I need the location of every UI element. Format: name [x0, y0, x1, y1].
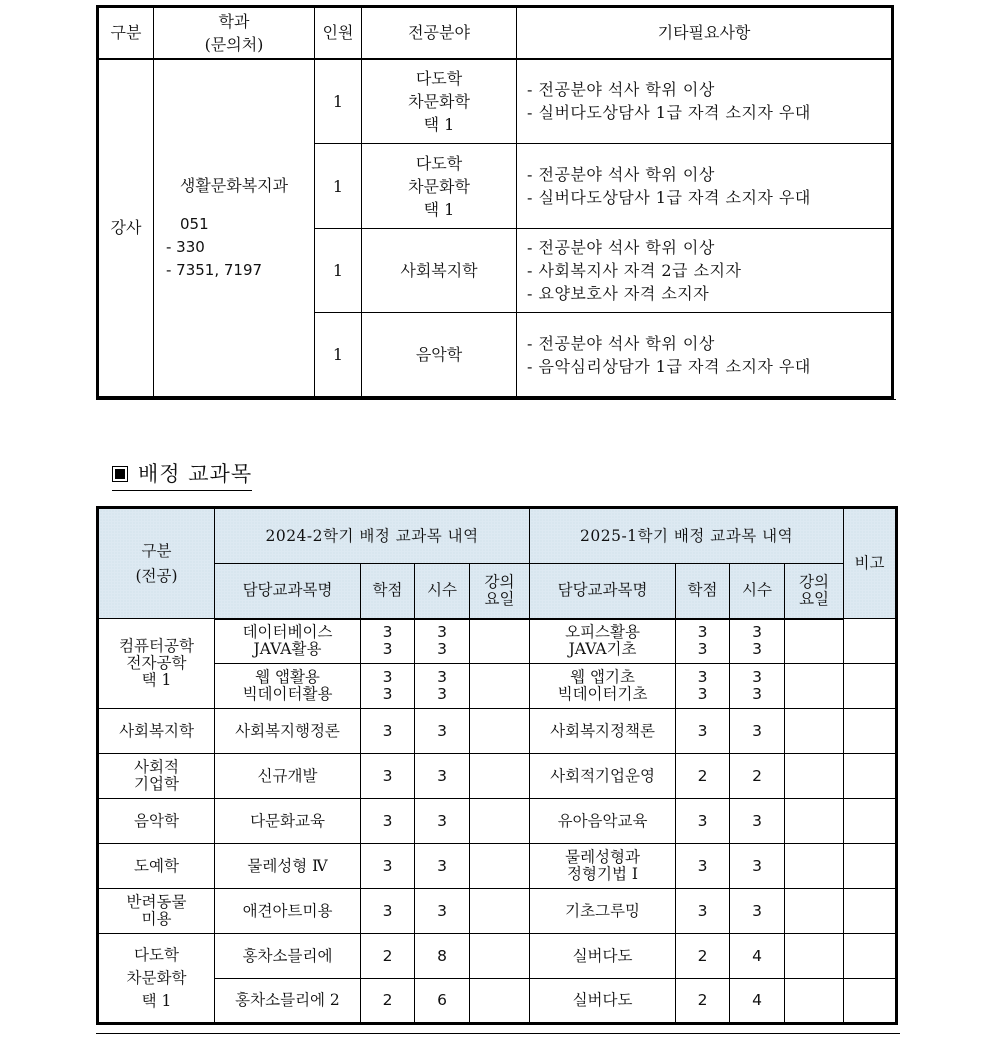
major-cell — [98, 619, 215, 709]
course-name-2024 — [215, 619, 361, 664]
field-line: 음악학 — [415, 345, 463, 364]
credit-2024 — [361, 844, 415, 889]
day-2025 — [785, 754, 844, 799]
credit-value: 3 — [697, 640, 708, 659]
recruitment-table — [96, 5, 894, 399]
course-name-2025 — [530, 979, 676, 1024]
major-line: 도예학 — [134, 856, 179, 875]
course-table — [96, 506, 898, 1025]
course-name-line: 홍차소믈리에 — [242, 946, 333, 965]
day-2024 — [470, 619, 530, 664]
course-row — [98, 979, 897, 1024]
header-major-line: 구분 — [141, 541, 172, 560]
credit-value: 3 — [382, 766, 393, 785]
day-2025 — [785, 889, 844, 934]
note-line: - 사회복지사 자격 2급 소지자 — [527, 261, 742, 280]
credit-2025 — [676, 709, 730, 754]
course-name-line: 유아음악교육 — [557, 811, 648, 830]
header-course-name-1: 담당교과목명 — [215, 564, 361, 619]
hours-value: 6 — [437, 991, 447, 1009]
credit-2024 — [361, 979, 415, 1024]
major-line: 음악학 — [134, 811, 179, 830]
hours-2025 — [730, 934, 785, 979]
hours-value: 3 — [437, 856, 447, 875]
day-2024 — [470, 709, 530, 754]
recruitment-row — [98, 59, 893, 144]
day-2024 — [470, 934, 530, 979]
remark-cell — [844, 979, 897, 1024]
notes-cell — [517, 59, 893, 144]
hours-value: 3 — [437, 668, 447, 686]
hours-value: 4 — [752, 991, 762, 1009]
header-day-line: 요일 — [484, 589, 515, 608]
day-2024 — [470, 664, 530, 709]
credit-value: 3 — [382, 668, 393, 686]
day-2025 — [785, 979, 844, 1024]
course-row — [98, 664, 897, 709]
header-department: 학과 (문의처) — [154, 7, 315, 59]
count-cell: 1 — [315, 229, 362, 313]
header-day-1 — [470, 564, 530, 619]
course-name-2024 — [215, 844, 361, 889]
field-cell — [362, 313, 517, 398]
department-name: 생활문화복지과 — [179, 175, 289, 195]
credit-2024 — [361, 664, 415, 709]
header-day-2 — [785, 564, 844, 619]
hours-value: 3 — [437, 640, 447, 659]
hours-value: 8 — [437, 946, 447, 965]
major-line: 사회적 — [134, 758, 179, 776]
table-double-rule — [96, 1033, 900, 1034]
contact-line: - 330 — [166, 237, 205, 256]
field-line: 택 1 — [423, 114, 455, 134]
course-name-line: 빅데이터활용 — [242, 685, 333, 703]
section-heading — [112, 460, 252, 491]
header-category: 구분 — [98, 7, 154, 59]
credit-2024 — [361, 709, 415, 754]
header-day-line: 강의 — [484, 572, 515, 591]
header-remark: 비고 — [844, 508, 897, 619]
course-name-2025 — [530, 934, 676, 979]
hours-2025 — [730, 844, 785, 889]
note-line: - 실버다도상담사 1급 자격 소지자 우대 — [527, 103, 811, 123]
major-cell — [98, 844, 215, 889]
course-name-line: 물레성형 Ⅳ — [247, 856, 328, 875]
course-header-row-2 — [98, 564, 897, 619]
hours-value: 3 — [752, 623, 762, 642]
note-line: - 전공분야 석사 학위 이상 — [527, 80, 715, 100]
day-2025 — [785, 709, 844, 754]
field-line: 다도학 — [415, 68, 463, 88]
credit-2025 — [676, 799, 730, 844]
credit-value: 3 — [382, 640, 393, 659]
field-line: 택 1 — [423, 199, 455, 219]
major-line: 택 1 — [141, 671, 172, 689]
header-term-2024-2: 2024-2학기 배정 교과목 내역 — [215, 508, 530, 564]
note-line: - 음악심리상담가 1급 자격 소지자 우대 — [527, 356, 811, 376]
course-row — [98, 619, 897, 664]
day-2024 — [470, 754, 530, 799]
notes-cell — [517, 313, 893, 398]
course-name-line: 웹 앱기초 — [570, 668, 635, 686]
hours-value: 3 — [752, 856, 762, 875]
field-line: 차문화학 — [408, 91, 470, 111]
course-name-2024 — [215, 799, 361, 844]
hours-2024 — [415, 844, 470, 889]
field-line: 차문화학 — [408, 176, 470, 196]
course-name-line: 빅데이터기초 — [557, 685, 648, 703]
course-name-line: 기초그루밍 — [565, 901, 640, 920]
credit-2025 — [676, 889, 730, 934]
credit-value: 3 — [697, 721, 708, 740]
header-course-name-2: 담당교과목명 — [530, 564, 676, 619]
header-major — [98, 508, 215, 619]
field-cell — [362, 144, 517, 229]
credit-value: 3 — [382, 685, 393, 703]
note-line: - 전공분야 석사 학위 이상 — [527, 238, 715, 257]
day-2025 — [785, 934, 844, 979]
hours-2024 — [415, 889, 470, 934]
major-line: 사회복지학 — [119, 721, 194, 740]
day-2024 — [470, 979, 530, 1024]
credit-value: 3 — [697, 623, 708, 642]
remark-cell — [844, 889, 897, 934]
credit-value: 3 — [697, 668, 708, 686]
course-name-2025 — [530, 799, 676, 844]
hours-value: 3 — [437, 766, 447, 785]
hours-value: 3 — [437, 685, 447, 703]
section-title: 배정 교과목 — [138, 462, 253, 486]
hours-2024 — [415, 619, 470, 664]
major-cell — [98, 934, 215, 1024]
course-name-2024 — [215, 709, 361, 754]
credit-2024 — [361, 799, 415, 844]
course-name-2025 — [530, 889, 676, 934]
course-name-line: JAVA활용 — [253, 640, 322, 659]
course-name-line: 정형기법 Ⅰ — [567, 865, 638, 883]
credit-2024 — [361, 934, 415, 979]
credit-2025 — [676, 619, 730, 664]
credit-2024 — [361, 619, 415, 664]
credit-value: 3 — [382, 623, 393, 642]
hours-value: 3 — [752, 685, 762, 703]
remark-cell — [844, 619, 897, 664]
credit-2024 — [361, 889, 415, 934]
course-name-line: 사회복지행정론 — [235, 721, 340, 740]
notes-cell — [517, 144, 893, 229]
course-row — [98, 754, 897, 799]
major-line: 기업학 — [134, 775, 179, 793]
course-name-line: 신규개발 — [257, 766, 318, 785]
credit-value: 2 — [382, 946, 393, 965]
course-header-row-1 — [98, 508, 897, 564]
category-cell: 강사 — [98, 59, 154, 398]
note-line: - 요양보호사 자격 소지자 — [527, 284, 710, 303]
remark-cell — [844, 799, 897, 844]
hours-value: 3 — [752, 721, 762, 740]
hours-value: 3 — [437, 721, 447, 740]
credit-value: 3 — [697, 811, 708, 830]
credit-value: 2 — [697, 991, 708, 1009]
header-major-line: (전공) — [135, 566, 178, 585]
field-cell — [362, 229, 517, 313]
hours-value: 2 — [752, 766, 762, 785]
credit-2025 — [676, 934, 730, 979]
department-cell — [154, 59, 315, 398]
note-line: - 전공분야 석사 학위 이상 — [527, 165, 715, 184]
hours-2024 — [415, 664, 470, 709]
course-name-line: 사회복지정책론 — [550, 721, 655, 740]
major-cell — [98, 889, 215, 934]
hours-value: 3 — [752, 811, 762, 830]
hours-value: 3 — [752, 901, 762, 920]
table-double-rule — [96, 399, 896, 400]
course-name-line: 웹 앱활용 — [255, 668, 320, 686]
header-day-line: 강의 — [799, 572, 830, 591]
header-count: 인원 — [315, 7, 362, 59]
count-cell: 1 — [315, 144, 362, 229]
remark-cell — [844, 934, 897, 979]
hours-2025 — [730, 889, 785, 934]
hours-value: 4 — [752, 946, 762, 965]
header-hours-2: 시수 — [730, 564, 785, 619]
hours-value: 3 — [752, 668, 762, 686]
field-cell — [362, 59, 517, 144]
credit-value: 2 — [382, 991, 393, 1009]
header-credit-1: 학점 — [361, 564, 415, 619]
course-name-line: 다문화교육 — [250, 811, 325, 830]
notes-cell — [517, 229, 893, 313]
credit-value: 3 — [382, 856, 393, 875]
hours-2025 — [730, 709, 785, 754]
major-line: 반려동물 — [126, 893, 187, 911]
hours-2025 — [730, 799, 785, 844]
major-cell — [98, 754, 215, 799]
contact-line: - 7351, 7197 — [166, 260, 263, 279]
day-2024 — [470, 844, 530, 889]
credit-2025 — [676, 979, 730, 1024]
course-name-2025 — [530, 754, 676, 799]
major-line: 컴퓨터공학 — [119, 637, 194, 655]
hours-2024 — [415, 979, 470, 1024]
course-name-2025 — [530, 664, 676, 709]
course-name-line: 데이터베이스 — [242, 623, 333, 642]
hours-2025 — [730, 754, 785, 799]
course-row — [98, 889, 897, 934]
credit-value: 3 — [382, 901, 393, 920]
course-name-line: 홍차소믈리에 2 — [235, 991, 340, 1009]
hours-2025 — [730, 619, 785, 664]
recruitment-header-row — [98, 7, 893, 59]
credit-2025 — [676, 664, 730, 709]
header-term-2025-1: 2025-1학기 배정 교과목 내역 — [530, 508, 844, 564]
remark-cell — [844, 709, 897, 754]
credit-2025 — [676, 754, 730, 799]
course-name-line: 실버다도 — [572, 991, 633, 1009]
count-cell: 1 — [315, 313, 362, 398]
course-name-2024 — [215, 979, 361, 1024]
note-line: - 실버다도상담사 1급 자격 소지자 우대 — [527, 188, 811, 207]
hours-2025 — [730, 664, 785, 709]
field-line: 다도학 — [415, 153, 463, 173]
day-2025 — [785, 844, 844, 889]
day-2024 — [470, 889, 530, 934]
course-name-2024 — [215, 664, 361, 709]
hours-value: 3 — [437, 811, 447, 830]
course-name-2024 — [215, 934, 361, 979]
credit-2025 — [676, 844, 730, 889]
course-name-2025 — [530, 619, 676, 664]
header-hours-1: 시수 — [415, 564, 470, 619]
credit-value: 3 — [697, 685, 708, 703]
day-2024 — [470, 799, 530, 844]
credit-value: 3 — [382, 721, 393, 740]
header-field: 전공분야 — [362, 7, 517, 59]
major-line: 다도학 — [134, 945, 179, 964]
day-2025 — [785, 664, 844, 709]
course-name-line: JAVA기초 — [568, 640, 637, 659]
course-row — [98, 934, 897, 979]
major-line: 전자공학 — [126, 654, 187, 672]
remark-cell — [844, 664, 897, 709]
course-name-line: 사회적기업운영 — [550, 766, 655, 785]
hours-value: 3 — [437, 623, 447, 642]
header-day-line: 요일 — [799, 589, 830, 608]
credit-value: 2 — [697, 766, 708, 785]
course-name-2024 — [215, 754, 361, 799]
course-name-2025 — [530, 709, 676, 754]
header-credit-2: 학점 — [676, 564, 730, 619]
credit-value: 2 — [697, 946, 708, 965]
course-row — [98, 799, 897, 844]
hours-2024 — [415, 754, 470, 799]
course-row — [98, 709, 897, 754]
major-cell — [98, 799, 215, 844]
note-line: - 전공분야 석사 학위 이상 — [527, 333, 715, 353]
course-name-2025 — [530, 844, 676, 889]
black-square-icon — [112, 466, 128, 482]
course-name-line: 물레성형과 — [565, 848, 640, 866]
day-2025 — [785, 799, 844, 844]
count-cell: 1 — [315, 59, 362, 144]
course-name-2024 — [215, 889, 361, 934]
course-name-line: 실버다도 — [572, 946, 633, 965]
hours-value: 3 — [752, 640, 762, 659]
major-cell — [98, 709, 215, 754]
header-notes: 기타필요사항 — [517, 7, 893, 59]
major-line: 택 1 — [141, 991, 172, 1010]
credit-value: 3 — [697, 901, 708, 920]
hours-2025 — [730, 979, 785, 1024]
day-2025 — [785, 619, 844, 664]
field-line: 사회복지학 — [400, 261, 478, 280]
hours-2024 — [415, 709, 470, 754]
credit-value: 3 — [697, 856, 708, 875]
contact-line: 051 — [180, 214, 209, 233]
course-name-line: 오피스활용 — [565, 623, 640, 642]
credit-value: 3 — [382, 811, 393, 830]
credit-2024 — [361, 754, 415, 799]
major-line: 미용 — [141, 910, 172, 928]
hours-2024 — [415, 799, 470, 844]
hours-value: 3 — [437, 901, 447, 920]
course-name-line: 애견아트미용 — [242, 901, 333, 920]
remark-cell — [844, 754, 897, 799]
hours-2024 — [415, 934, 470, 979]
major-line: 차문화학 — [126, 968, 187, 987]
course-row — [98, 844, 897, 889]
remark-cell — [844, 844, 897, 889]
